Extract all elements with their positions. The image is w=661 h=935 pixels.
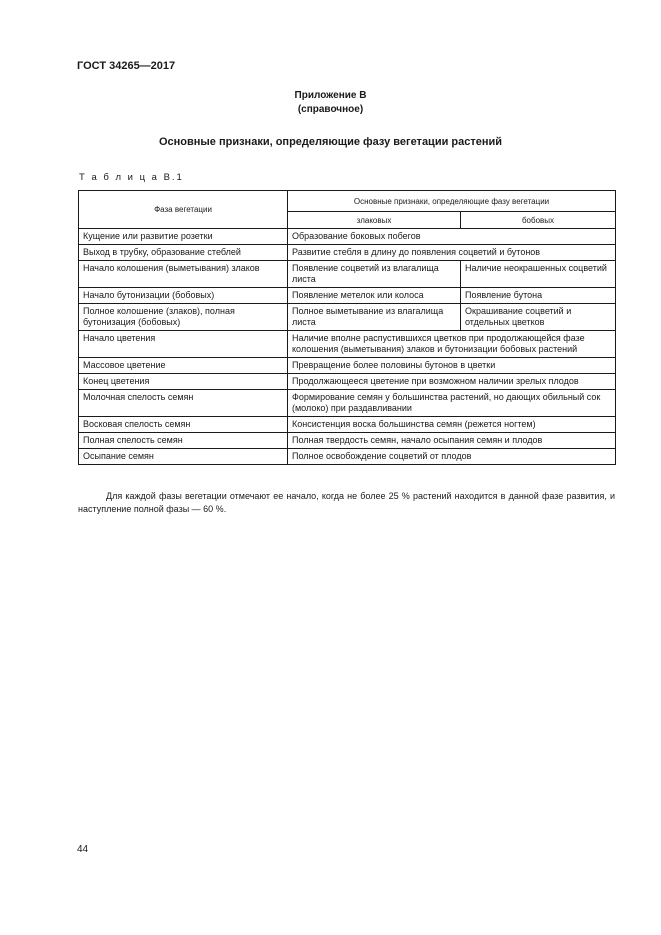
cereals-cell: Появление метелок или колоса: [288, 288, 461, 304]
phase-cell: Начало цветения: [79, 331, 288, 358]
signs-cell: Превращение более половины бутонов в цветки: [288, 358, 616, 374]
table-row: [79, 390, 616, 417]
signs-cell: Продолжающееся цветение при возможном наличии зрелых плодов: [288, 374, 616, 390]
phase-cell: Начало бутонизации (бобовых): [79, 288, 288, 304]
signs-cell: Наличие вполне распустившихся цветков при продолжающейся фазе колошения (выметывания) злаков и бутонизации бобовых растений: [288, 331, 616, 358]
legumes-cell: Появление бутона: [461, 288, 616, 304]
phase-cell: Конец цветения: [79, 374, 288, 390]
header-cereals: злаковых: [288, 212, 461, 229]
table-row: [79, 449, 616, 465]
signs-cell: Образование боковых побегов: [288, 229, 616, 245]
phase-cell: Осыпание семян: [79, 449, 288, 465]
phase-cell: Выход в трубку, образование стеблей: [79, 245, 288, 261]
phase-cell: Кущение или развитие розетки: [79, 229, 288, 245]
document-code: ГОСТ 34265—2017: [77, 60, 176, 72]
note-paragraph: Для каждой фазы вегетации отмечают ее начало, когда не более 25 % растений находится в данной фазе развития, и наступление полной фазы — 60 %.: [78, 491, 615, 514]
signs-cell: Консистенция воска большинства семян (режется ногтем): [288, 417, 616, 433]
signs-cell: Развитие стебля в длину до появления соцветий и бутонов: [288, 245, 616, 261]
table-row: [79, 304, 616, 331]
signs-cell: Формирование семян у большинства растений, но дающих обильный сок (молоко) при раздавливании: [288, 390, 616, 417]
legumes-cell: Окрашивание соцветий и отдельных цветков: [461, 304, 616, 331]
cereals-cell: Полное выметывание из влагалища листа: [288, 304, 461, 331]
table-row: [79, 229, 616, 245]
table-row: [79, 358, 616, 374]
table-row: [79, 288, 616, 304]
legumes-cell: Наличие неокрашенных соцветий: [461, 261, 616, 288]
page-title: Основные признаки, определяющие фазу вегетации растений: [158, 136, 503, 148]
phase-cell: Полное колошение (злаков), полная бутонизация (бобовых): [79, 304, 288, 331]
appendix-subtitle: (справочное): [297, 104, 364, 115]
table-row: [79, 245, 616, 261]
table-row: [79, 417, 616, 433]
page-number: 44: [77, 844, 89, 855]
vegetation-phase-table: [78, 190, 616, 465]
table-row: [79, 374, 616, 390]
phase-cell: Начало колошения (выметывания) злаков: [79, 261, 288, 288]
cereals-cell: Появление соцветий из влагалища листа: [288, 261, 461, 288]
table-caption: Т а б л и ц а В.1: [79, 172, 184, 183]
phase-cell: Восковая спелость семян: [79, 417, 288, 433]
header-phase: Фаза вегетации: [79, 191, 288, 229]
header-signs: Основные признаки, определяющие фазу вегетации: [288, 191, 616, 212]
header-legumes: бобовых: [461, 212, 616, 229]
signs-cell: Полное освобождение соцветий от плодов: [288, 449, 616, 465]
phase-cell: Массовое цветение: [79, 358, 288, 374]
table-row: [79, 261, 616, 288]
table-row: [79, 433, 616, 449]
appendix-title: Приложение В: [294, 90, 367, 101]
phase-cell: Полная спелость семян: [79, 433, 288, 449]
table-row: [79, 331, 616, 358]
signs-cell: Полная твердость семян, начало осыпания семян и плодов: [288, 433, 616, 449]
phase-cell: Молочная спелость семян: [79, 390, 288, 417]
